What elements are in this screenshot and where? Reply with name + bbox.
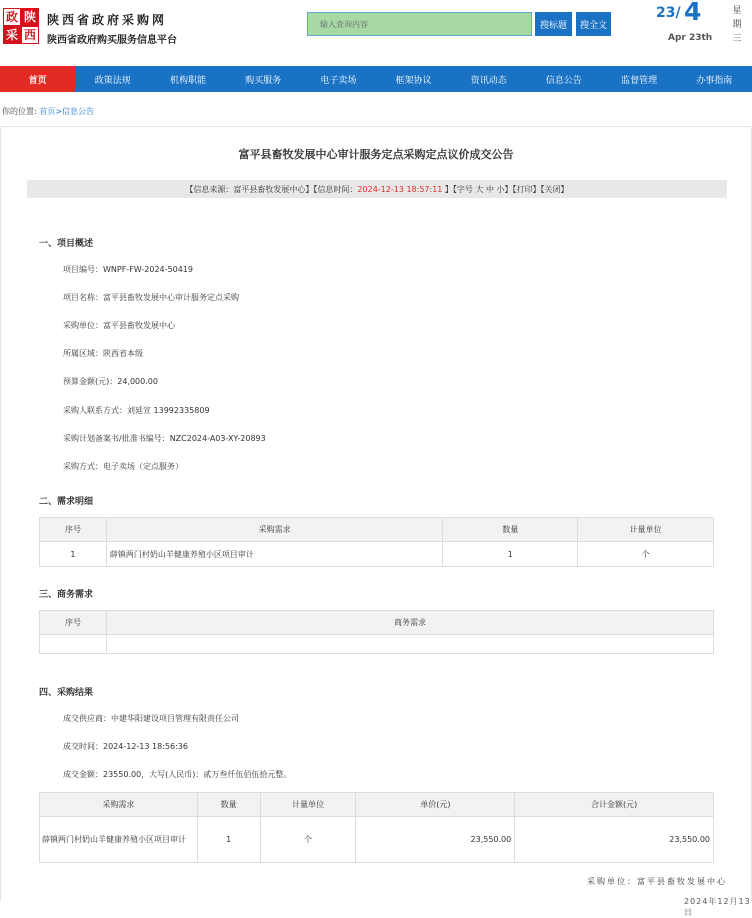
deal-amount: 成交金额：23550.00，大写(人民币)：贰万叁仟伍佰伍拾元整。 — [63, 770, 292, 779]
content-frame — [0, 126, 752, 901]
table-cell: 薛镇两门村奶山羊健康养殖小区项目审计 — [40, 817, 198, 863]
col-header: 数量 — [443, 518, 578, 542]
nav-item-policy[interactable]: 政策法规 — [94, 75, 131, 86]
nav-item-announcements[interactable]: 信息公告 — [545, 75, 582, 86]
purchase-method: 采购方式：电子卖场（定点服务） — [63, 462, 183, 471]
search-input[interactable] — [307, 12, 532, 36]
site-subtitle: 陕西省政府购买服务信息平台 — [47, 35, 177, 46]
search-title-button[interactable]: 搜标题 — [535, 12, 572, 36]
section-heading: 三、商务需求 — [39, 590, 94, 600]
business-table — [39, 610, 714, 654]
table-header-row — [40, 611, 714, 635]
col-header: 数量 — [197, 793, 260, 817]
site-title: 陕西省政府采购网 — [47, 13, 168, 27]
search-fulltext-button[interactable]: 搜全文 — [576, 12, 611, 36]
logo-char: 陕 — [21, 8, 39, 26]
col-header: 序号 — [40, 611, 107, 635]
nav-item-home[interactable]: 首页 — [0, 66, 75, 92]
nav-item-purchase-services[interactable]: 购买服务 — [245, 75, 282, 86]
logo-char: 西 — [21, 26, 39, 44]
contact: 采购人联系方式：刘延宣 13992335809 — [63, 406, 210, 415]
col-header: 采购需求 — [106, 518, 442, 542]
table-cell: 薛镇两门村奶山羊健康养殖小区项目审计 — [106, 542, 442, 567]
section-heading: 二、需求明细 — [39, 497, 94, 507]
nav-item-supervision[interactable]: 监督管理 — [621, 75, 658, 86]
table-cell: 1 — [443, 542, 578, 567]
info-bar — [27, 180, 727, 198]
result-table — [39, 792, 714, 863]
main-nav — [0, 66, 752, 92]
project-number: 项目编号：WNPF-FW-2024-50419 — [63, 265, 193, 274]
table-cell — [106, 635, 713, 654]
table-cell — [40, 635, 107, 654]
info-tools[interactable]: 】【字号 大 中 小】【打印】【关闭】 — [442, 184, 569, 194]
deal-time: 成交时间：2024-12-13 18:56:36 — [63, 742, 188, 751]
table-header-row — [40, 518, 714, 542]
table-row — [40, 817, 714, 863]
budget: 预算金额(元)：24,000.00 — [63, 377, 158, 386]
supplier: 成交供应商：中建华阳建设项目管理有限责任公司 — [63, 714, 239, 723]
footer-unit: 采购单位：富平县畜牧发展中心 — [587, 877, 727, 886]
table-cell: 23,550.00 — [515, 817, 714, 863]
col-header: 单价(元) — [356, 793, 515, 817]
table-header-row — [40, 793, 714, 817]
section-heading: 四、采购结果 — [39, 688, 94, 698]
col-header: 采购需求 — [40, 793, 198, 817]
site-logo[interactable] — [3, 8, 39, 44]
breadcrumb-home[interactable]: 首页 — [39, 107, 56, 116]
col-header: 计量单位 — [260, 793, 356, 817]
col-header: 计量单位 — [578, 518, 714, 542]
breadcrumb — [2, 106, 94, 117]
table-row — [40, 542, 714, 567]
breadcrumb-current[interactable]: >信息公告 — [55, 107, 94, 116]
nav-item-organization[interactable]: 机构职能 — [169, 75, 206, 86]
table-cell: 个 — [578, 542, 714, 567]
logo-char: 政 — [3, 8, 21, 26]
nav-item-framework[interactable]: 框架协议 — [395, 75, 432, 86]
site-header — [0, 0, 752, 62]
purchasing-unit: 采购单位：富平县畜牧发展中心 — [63, 321, 175, 330]
region: 所属区域：陕西省本级 — [63, 349, 143, 358]
info-source: 【信息来源：富平县畜牧发展中心】【信息时间： — [185, 184, 358, 194]
breadcrumb-prefix: 你的位置: — [2, 107, 37, 116]
col-header: 序号 — [40, 518, 107, 542]
table-cell: 个 — [260, 817, 356, 863]
table-cell: 1 — [197, 817, 260, 863]
nav-item-e-mall[interactable]: 电子卖场 — [320, 75, 357, 86]
col-header: 合计金额(元) — [515, 793, 714, 817]
table-row — [40, 635, 714, 654]
page-title: 富平县畜牧发展中心审计服务定点采购定点议价成交公告 — [238, 148, 514, 161]
nav-item-guide[interactable]: 办事指南 — [696, 75, 733, 86]
nav-item-news[interactable]: 资讯动态 — [470, 75, 507, 86]
section-heading: 一、项目概述 — [39, 239, 94, 249]
date-english: Apr 23th — [668, 33, 713, 43]
col-header: 商务需求 — [106, 611, 713, 635]
table-cell: 1 — [40, 542, 107, 567]
table-cell: 23,550.00 — [356, 817, 515, 863]
info-time: 2024-12-13 18:57:11 — [357, 184, 443, 194]
plan-number: 采购计划备案书/批准书编号：NZC2024-A03-XY-20893 — [63, 434, 266, 443]
project-name: 项目名称：富平县畜牧发展中心审计服务定点采购 — [63, 293, 239, 302]
logo-char: 采 — [3, 26, 21, 44]
date-day: 23/ — [656, 5, 681, 21]
weekday: 星期三 — [732, 6, 742, 44]
date-month: 4 — [684, 0, 702, 26]
requirements-table — [39, 517, 714, 567]
footer-date: 2024年12月13日 — [684, 897, 751, 917]
